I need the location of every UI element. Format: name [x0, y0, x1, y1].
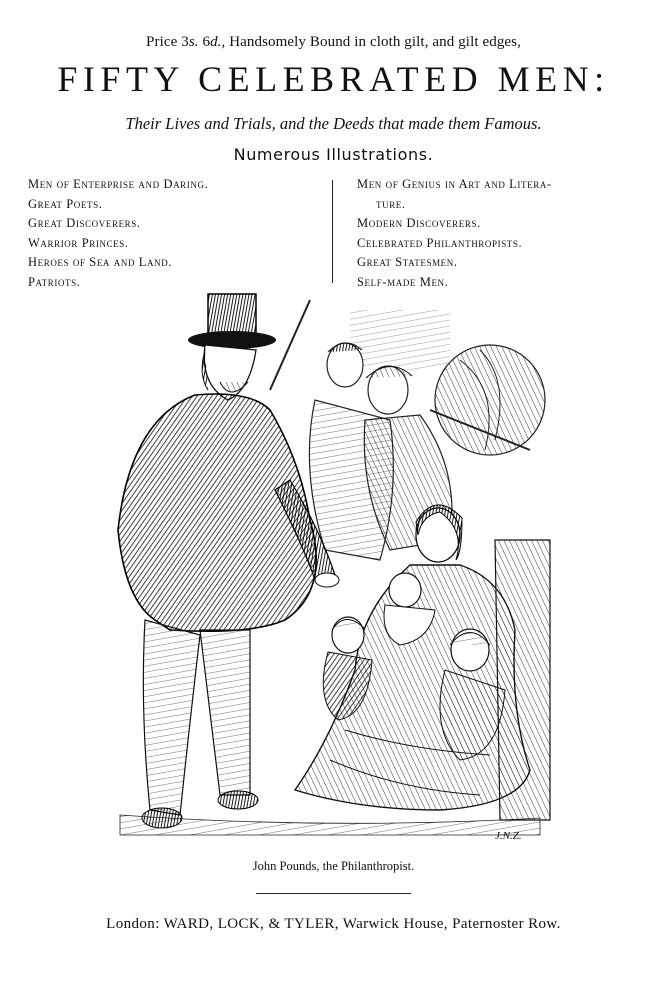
figure-mother-and-children: [295, 505, 550, 820]
contents-item: Men of Enterprise and Daring.: [28, 177, 209, 191]
price-shillings: s.: [188, 34, 199, 50]
contents-item: Patriots.: [28, 274, 81, 289]
price-prefix: Price 3: [146, 34, 189, 50]
contents-item: Men of Genius in Art and Litera-: [357, 177, 552, 191]
price-pence: d.: [210, 34, 222, 50]
contents-left-column: [28, 175, 318, 292]
contents-item: Great Discoverers.: [28, 216, 141, 230]
ground: [120, 815, 540, 835]
price-mid: 6: [198, 34, 211, 50]
engraving-illustration: [100, 290, 560, 845]
separator-rule: [256, 893, 411, 894]
contents-item: Great Poets.: [28, 196, 103, 211]
engraver-signature: J.N.Z.: [495, 830, 522, 842]
column-divider: [332, 180, 333, 283]
price-line: [0, 34, 667, 51]
contents-item: Heroes of Sea and Land.: [28, 255, 173, 269]
contents-item: Celebrated Philanthropists.: [357, 235, 523, 250]
contents-item: Self-made Men.: [357, 274, 449, 289]
engraving-caption: John Pounds, the Philanthropist.: [252, 859, 415, 873]
figure-john-pounds: [118, 294, 339, 828]
contents-item-continuation: ture.: [376, 196, 406, 211]
price-suffix: , Handsomely Bound in cloth gilt, and gilt edges,: [221, 34, 521, 50]
book-title: FIFTY CELEBRATED MEN:: [57, 59, 610, 99]
publisher-imprint: London: WARD, LOCK, & TYLER, Warwick House, Paternoster Row.: [106, 916, 561, 932]
book-subtitle: Their Lives and Trials, and the Deeds that made them Famous.: [125, 114, 542, 133]
contents-right-column: [357, 175, 647, 292]
illustrations-note: Numerous Illustrations.: [233, 145, 434, 164]
contents-item: Warrior Princes.: [28, 235, 129, 250]
contents-item: Modern Discoverers.: [357, 216, 481, 230]
contents-item: Great Statesmen.: [357, 255, 458, 269]
